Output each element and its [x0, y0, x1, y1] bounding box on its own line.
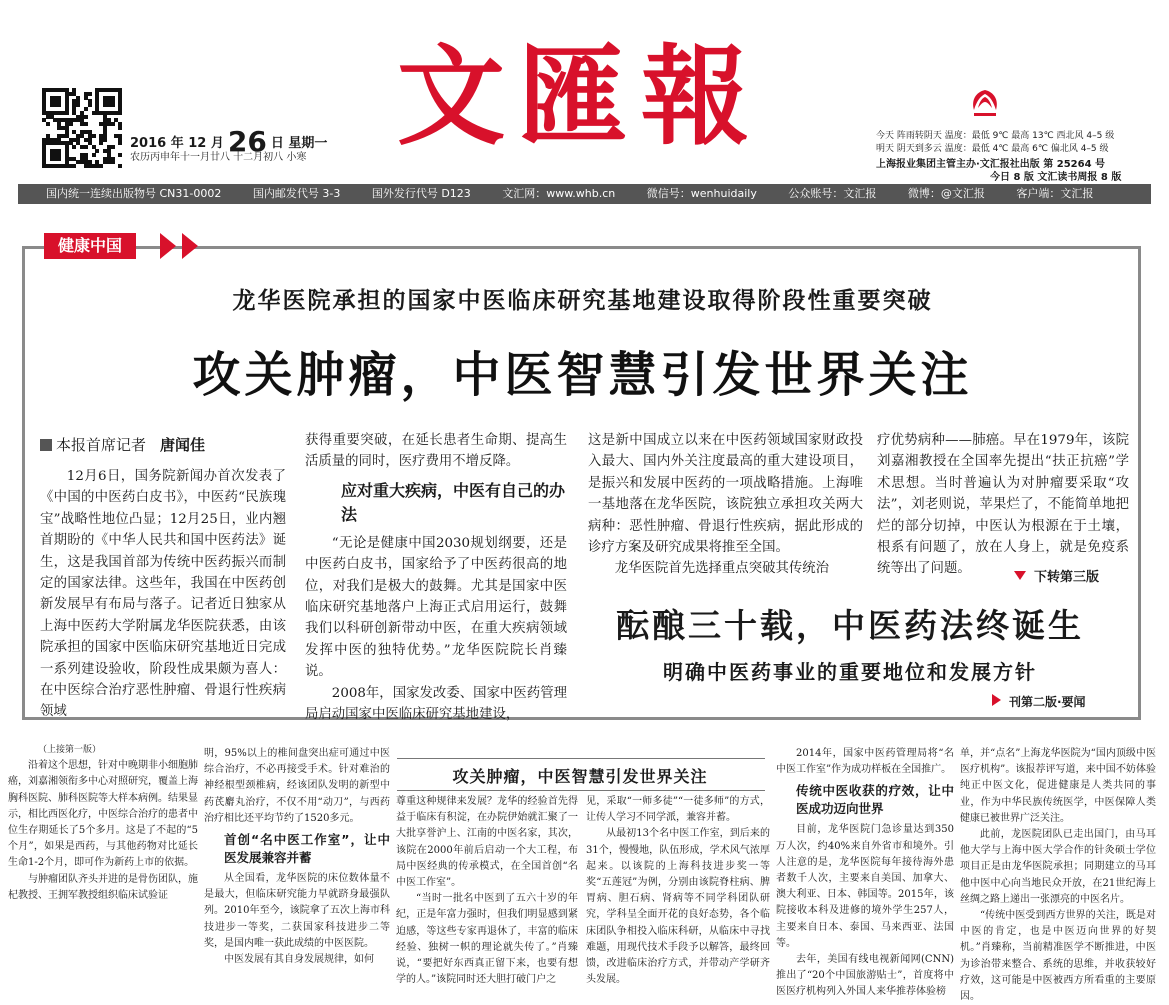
qr-module: [111, 103, 115, 107]
secondary-subheadline: 明确中医药事业的重要地位和发展方针: [663, 660, 1037, 684]
info-item: 公众账号：文汇报: [788, 187, 877, 200]
section-tag: 健康中国: [44, 233, 136, 259]
qr-module: [103, 138, 107, 142]
continued-from-label: （上接第一版）: [38, 745, 102, 755]
paragraph: 2014年，国家中医药管理局将“名中医工作室”作为成功样板在全国推广。: [776, 748, 954, 776]
paragraph: “当时一批名中医到了五六十岁的年纪，正是年富力强时，但我们明显感到紧迫感，等这些专家再退休了，丰富的临床经验、独树一帜的理论就失传了。”肖臻说，“要把好东西真正留下来，也要有想学的人。”该院同时还大胆打破门户之: [396, 893, 578, 986]
page-reference-label: 刊第二版·要闻: [1009, 695, 1086, 709]
qr-module: [92, 134, 96, 138]
publisher-line: 上海报业集团主管主办·文汇报社出版 第 25264 号: [876, 159, 1106, 170]
qr-module: [95, 149, 99, 153]
paragraph: 明，95%以上的椎间盘突出症可通过中医综合治疗，不必再接受手术。针对难治的神经根型颈椎病，经该团队发明的新型中药芪麝丸治疗，不仅不用“动刀”，与西药治疗相比还平均节约了1520多元。: [204, 748, 390, 824]
qr-module: [88, 92, 92, 96]
qr-module: [118, 164, 122, 168]
continuation-column-1: [8, 742, 198, 962]
paragraph: “传统中医受到西方世界的关注，既是对中医的肯定，也是中医迈向世界的好契机。”肖臻称，当前精准医学不断推进，中医为诊治带来整合、系统的思维，并收获较好疗效，这可能是中医被西方所看重的主要原因。: [960, 910, 1156, 1003]
article-headline[interactable]: 攻关肿瘤，中医智慧引发世界关注: [192, 347, 973, 403]
info-item-website[interactable]: 文汇网：www.whb.cn: [502, 187, 616, 200]
info-item: 国内统一连续出版物号 CN31-0002: [46, 187, 222, 200]
qr-module: [118, 126, 122, 130]
article-column-1: [40, 466, 286, 720]
continuation-column-5: [776, 746, 954, 998]
qr-module: [57, 103, 61, 107]
page-reference-link[interactable]: [992, 693, 1086, 710]
qr-module: [65, 111, 69, 115]
byline-label: 本报首席记者: [56, 436, 147, 454]
continuation-column-4: [586, 794, 770, 986]
paragraph: 获得重要突破，在延长患者生命期、提高生活质量的同时，医疗费用不增反降。: [305, 433, 567, 470]
qr-module: [111, 145, 115, 149]
page-count: 今日 8 版 文汇读书周报 8 版: [990, 172, 1122, 183]
qr-module: [111, 160, 115, 164]
qr-module: [92, 153, 96, 157]
paragraph: 去年，美国有线电视新闻网(CNN)推出了“20个中国旅游贴士”，首度将中医医疗机构列入外国人来华推荐体验榜: [776, 954, 954, 998]
qr-module: [88, 103, 92, 107]
paragraph: 从全国看，龙华医院的床位数体量不是最大，但临床研究能力早就跻身最强队列。2010年至今，该院拿了五次上海市科技进步一等奖，二获国家科技进步二等奖，是国内唯一获此成绩的中医医院。: [204, 873, 390, 949]
date-prefix: 2016 年 12 月: [130, 136, 224, 151]
paragraph: 单，并“点名”上海龙华医院为“国内顶级中医医疗机构”。该报荐评写道，来中国不妨体验纯正中医文化，促进健康是人类共同的事业，作为中华民族传统医学，中医保障人类健康已被世界广泛关注。: [960, 748, 1156, 824]
paragraph: 中医发展有其自身发展规律，如何: [224, 954, 374, 966]
divider: [397, 790, 765, 791]
qr-module: [118, 111, 122, 115]
paragraph: 尊重这种规律来发展？龙华的经验首先得益于临床有积淀，在办院伊始就汇聚了一大批享誉沪上、江南的中医名家，其次，该院在2000年前后启动一个大工程，布局中医经典的传承模式，在全国首创“名中医工作室”。: [396, 796, 578, 889]
info-item: 微信号：wenhuidaily: [646, 187, 757, 200]
section-arrow-icon: [160, 233, 176, 259]
qr-module: [46, 122, 50, 126]
paragraph: 与肿瘤团队齐头并进的是骨伤团队，施杞教授、王拥军教授组织临床试验证: [8, 873, 198, 901]
group-emblem-icon: [968, 88, 1002, 118]
weather-today: 今天 阵雨转阴天 温度：最低 9℃ 最高 13℃ 西北风 4–5 级: [876, 131, 1115, 141]
weather-tomorrow: 明天 阴天到多云 温度：最低 4℃ 最高 6℃ 偏北风 4–5 级: [876, 144, 1109, 154]
qr-module: [76, 103, 80, 107]
paragraph: 目前，龙华医院门急诊量达到350万人次，约40%来自外省市和境外。引人注意的是，龙华医院每年接待海外患者数千人次，主要来自美国、加拿大、澳大利亚、日本、韩国等。2015年，该院接收本科及进修的境外学生257人，主要来自日本、泰国、马来西亚、法国等。: [776, 824, 954, 949]
qr-module: [84, 115, 88, 119]
divider: [397, 758, 765, 759]
paragraph: 龙华医院首先选择重点突破其传统治: [614, 561, 830, 577]
paragraph: 沿着这个思想，针对中晚期非小细胞肺癌，刘嘉湘领衔多中心对照研究，覆盖上海胸科医院、肺科医院等大样本病例。结果显示，相比西医化疗，中医综合治疗的患者中位生存期延长了5个多月。这是了不起的“5个月”，如果是西药，与其他药物对比延长生命1-2个月，即可作为新药上市的依据。: [8, 760, 198, 869]
continued-label: 下转第三版: [1034, 570, 1100, 585]
paragraph: 这是新中国成立以来在中医药领域国家财政投入最大、国内外关注度最高的重大建设项目，是振兴和发展中医药的一项战略措施。上海唯一基地落在龙华医院，该院独立承担攻关两大病种：恶性肿瘤、骨退行性疾病，据此形成的诊疗方案及研究成果将推至全国。: [588, 433, 863, 556]
date-suffix: 日 星期一: [270, 136, 328, 151]
continuation-column-2: [204, 746, 390, 966]
secondary-headline[interactable]: 酝酿三十载，中医药法终诞生: [616, 606, 1084, 645]
qr-module: [84, 145, 88, 149]
info-item: 客户端：文汇报: [1016, 187, 1094, 200]
qr-module: [118, 141, 122, 145]
lunar-date: 农历丙申年十一月廿八 十二月初八 小寒: [130, 152, 307, 163]
article-column-2: [305, 430, 567, 723]
qr-module: [72, 164, 76, 168]
info-item: 微博：@文汇报: [907, 187, 985, 200]
article-column-3: [588, 430, 863, 592]
date-day: 26: [227, 125, 267, 158]
qr-code[interactable]: [42, 88, 122, 168]
continued-link[interactable]: [1014, 566, 1099, 585]
triangle-down-icon: [1014, 571, 1026, 580]
column-subhead: 首创“名中医工作室”，让中医发展兼容并蓄: [224, 832, 390, 866]
article-kicker: 龙华医院承担的国家中医临床研究基地建设取得阶段性重要突破: [232, 288, 933, 314]
continuation-column-3: [396, 794, 578, 986]
paragraph: 疗优势病种——肺癌。早在1979年，该院刘嘉湘教授在全国率先提出“扶正抗癌”学术思想。当时普遍认为对肿瘤要采取“攻法”，刘老则说，苹果烂了，不能简单地把烂的部分切掉，中医认为根源在于土壤，根系有问题了，放在人身上，就是免疫系统等出了问题。: [877, 433, 1129, 577]
section-arrow-icon: [182, 233, 198, 259]
paragraph: 见，采取“一师多徒”“一徒多师”的方式，让传人学习不同学派，兼容并蓄。: [586, 796, 770, 824]
qr-module: [99, 141, 103, 145]
qr-module: [69, 122, 73, 126]
info-bar: [18, 184, 1151, 204]
qr-module: [84, 107, 88, 111]
paragraph: “无论是健康中国2030规划纲要，还是中医药白皮书，国家给予了中医药很高的地位，对我们是极大的鼓舞。尤其是国家中医临床研究基地落户上海正式启用运行，鼓舞我们以科研创新带动中医，在重大疾病领域发挥中医的独特优势。”龙华医院院长肖臻说。: [305, 535, 567, 680]
qr-module: [57, 157, 61, 161]
qr-module: [111, 122, 115, 126]
info-item: 国外发行代号 D123: [371, 187, 471, 200]
square-bullet-icon: [40, 439, 52, 451]
byline-name: 唐闻佳: [160, 436, 206, 454]
paragraph: 此前，龙医院团队已走出国门，由马耳他大学与上海中医大学合作的针灸硕士学位项目正是由龙华医院承担；同期建立的马耳他中医中心向当地民众开放，在21世纪海上丝绸之路上递出一张漂亮的中医名片。: [960, 829, 1156, 905]
newspaper-logo: 文匯報: [396, 34, 763, 160]
continuation-column-6: [960, 746, 1156, 1003]
qr-module: [84, 122, 88, 126]
continuation-title: 攻关肿瘤，中医智慧引发世界关注: [452, 767, 708, 786]
qr-module: [72, 145, 76, 149]
paragraph: 12月6日，国务院新闻办首次发表了《中国的中医药白皮书》，中医药“民族瑰宝”战略性地位凸显；12月25日，业内翘首期盼的《中华人民共和国中医药法》诞生，这是我国首部为传统中医药振兴而制定的国家法律。这些年，我国在中医药创新发展早有布局与落子。记者近日独家从上海中医药大学附属龙华医院获悉，由该院承担的国家中医临床研究基地近日完成一系列建设验收，阶段性成果颇为喜人：在中医综合治疗恶性肿瘤、骨退行性疾病领域: [40, 469, 286, 720]
triangle-right-icon: [992, 694, 1001, 706]
info-item: 国内邮发代号 3-3: [252, 187, 341, 200]
column-subhead: 传统中医收获的疗效，让中医成功迈向世界: [796, 783, 954, 817]
qr-module: [99, 164, 103, 168]
paragraph: 2008年，国家发改委、国家中医药管理局启动国家中医临床研究基地建设，: [305, 685, 567, 723]
article-column-4: [877, 430, 1129, 577]
paragraph: 从最初13个名中医工作室，到后来的31个，慢慢地，队伍形成，学术风气浓厚起来。以该院的上海科技进步奖一等奖“五莲冠”为例，分别由该院脊柱病、脾胃病、胆石病、肾病等不同学科团队研究，学科呈全面开花的良好态势，各个临床团队争相投入临床科研，从临床中寻找难题，用现代技术手段予以解答，最终回馈，改进临床治疗方式，并带动产学研齐头发展。: [586, 828, 770, 986]
qr-module: [118, 153, 122, 157]
column-subhead: 应对重大疾病，中医有自己的办法: [341, 480, 566, 524]
byline: [40, 434, 205, 455]
